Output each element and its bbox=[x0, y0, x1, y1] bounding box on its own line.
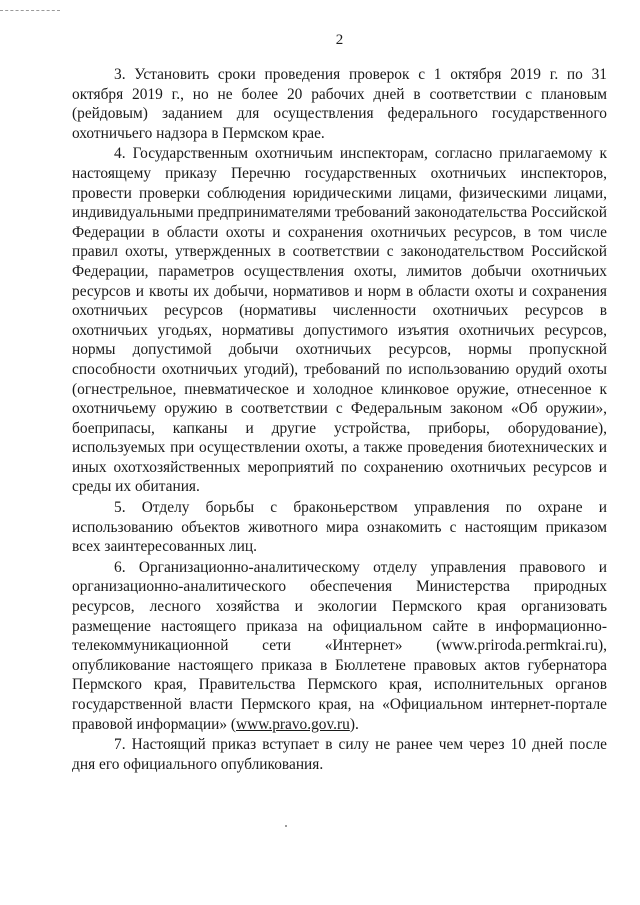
paragraph-7: 7. Настоящий приказ вступает в силу не ранее чем через 10 дней после дня его официального опубликования. bbox=[72, 736, 607, 773]
paragraph-5: 5. Отделу борьбы с браконьерством управления по охране и использованию объектов животного мира ознакомить с настоящим приказом всех заинтересованных лиц. bbox=[72, 499, 607, 556]
paragraph-6-text: 6. Организационно-аналитическому отделу управления правового и организационно-аналитического обеспечения Министерства природных ресурсов, лесного хозяйства и экологии Пермского края организовать размещение настоящего приказа на официальном сайте в информационно-телекоммуникационной сети «Интернет» (www.priroda.permkrai.ru), опубликование настоящего приказа в Бюллетене правовых актов губернатора Пермского края, Правительства Пермского края, исполнительных органов государственной власти Пермского края, на «Официальном интернет-портале правовой информации» ( bbox=[72, 558, 607, 733]
paragraph-4: 4. Государственным охотничьим инспекторам, согласно прилагаемому к настоящему приказу Перечню государственных охотничьих инспекторов, провести проверки соблюдения юридическими лицами, физическими лицами, индивидуальными предпринимателями требований законодательства Российской Федерации в области охоты и сохранения охотничьих ресурсов, в том числе правил охоты, утвержденных в соответствии с законодательством Российской Федерации, параметров осуществления охоты, лимитов добычи охотничьих ресурсов и квоты их добычи, нормативов и норм в области охоты и сохранения охотничьих ресурсов (нормативы численности охотничьих ресурсов в охотничьих угодьях, нормативы допустимого изъятия охотничьих ресурсов, нормы допустимой добычи охотничьих ресурсов, нормы пропускной способности охотничьих угодий), требований по использованию орудий охоты (огнестрельное, пневматическое и холодное клинковое оружие, отнесенное к охотничьему оружию в соответствии с Федеральным законом «Об оружии», боеприпасы, капканы и другие устройства, приборы, оборудование), используемых при осуществлении охоты, а также проведения биотехнических и иных охотхозяйственных мероприятий по сохранению охотничьих ресурсов и среды их обитания. bbox=[72, 145, 607, 496]
page-number: 2 bbox=[335, 32, 344, 48]
pravo-gov-link[interactable]: www.pravo.gov.ru bbox=[236, 715, 350, 733]
document-page bbox=[72, 30, 607, 775]
paragraph-3: 3. Установить сроки проведения проверок с 1 октября 2019 г. по 31 октября 2019 г., но не более 20 рабочих дней в соответствии с плановым (рейдовым) заданием для осуществления федерального государственного охотничьего надзора в Пермском крае. bbox=[72, 66, 607, 142]
paragraph-6 bbox=[72, 558, 607, 734]
scan-edge-mark bbox=[0, 10, 60, 11]
scan-speck bbox=[285, 825, 287, 827]
paragraph-6-tail: ). bbox=[349, 715, 359, 733]
